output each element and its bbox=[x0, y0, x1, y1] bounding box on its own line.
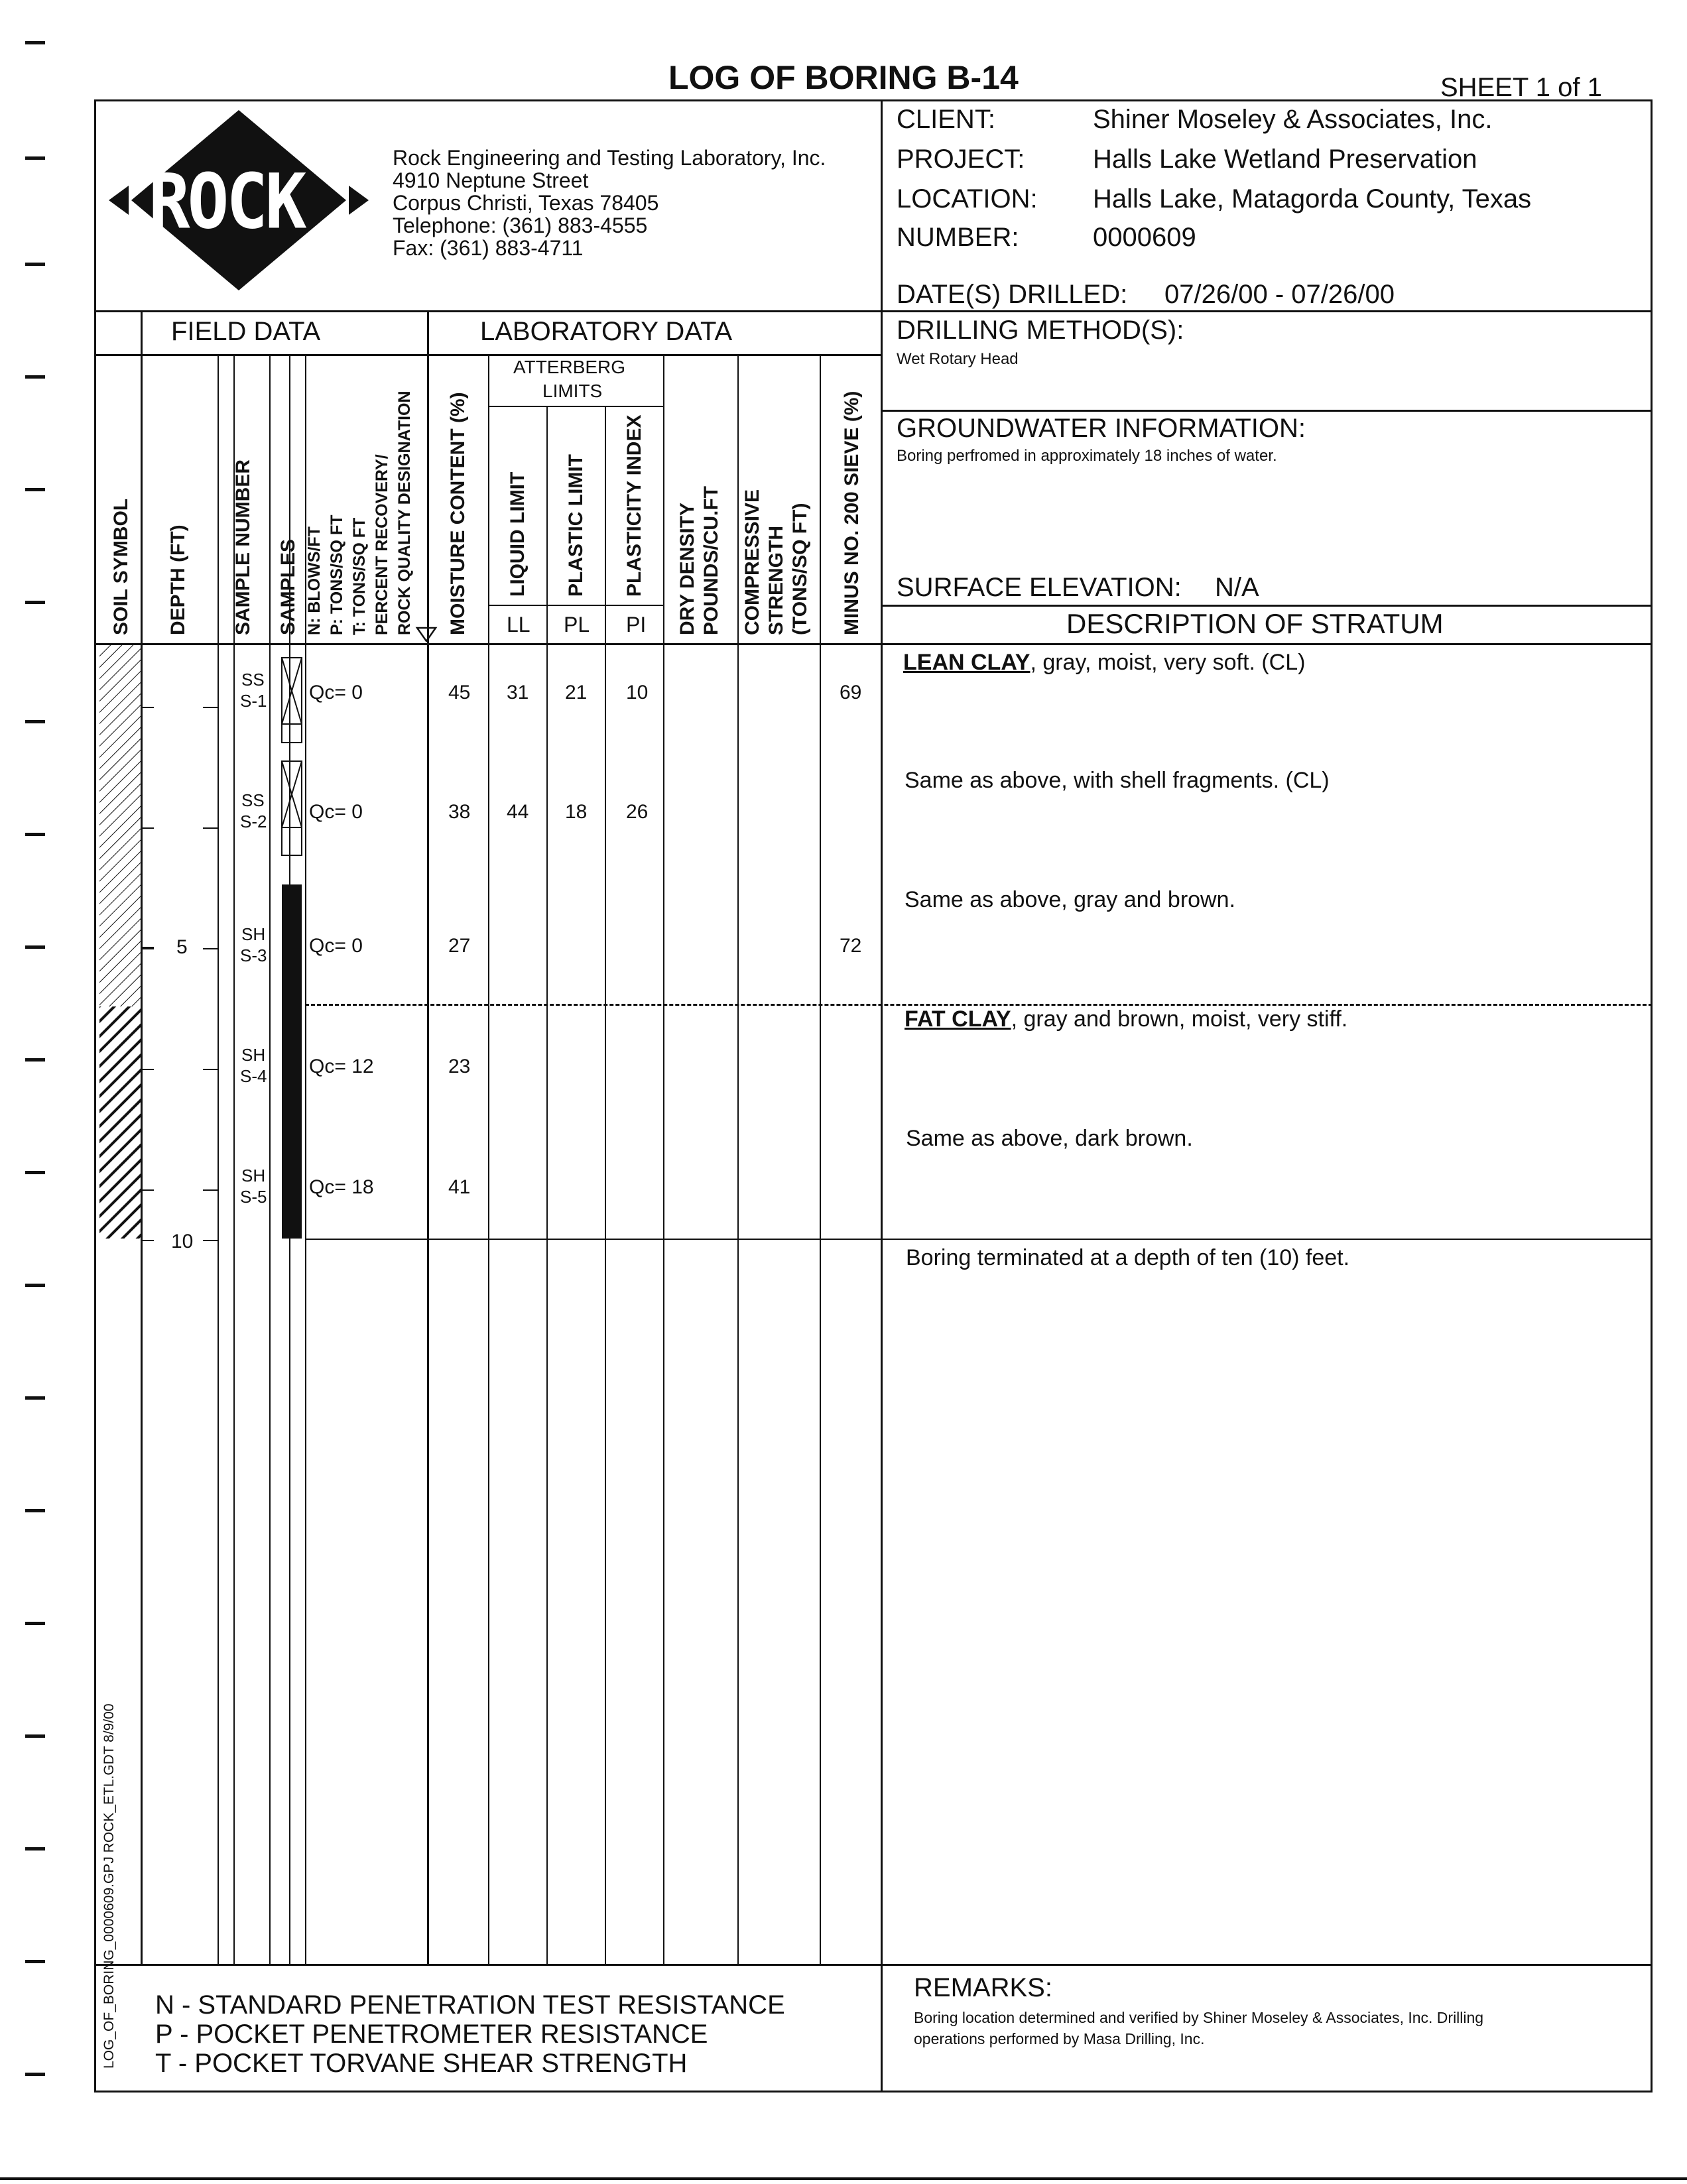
page-title: LOG OF BORING B-14 bbox=[668, 59, 1019, 96]
water-level-icon bbox=[415, 626, 438, 643]
groundwater-info: Boring perfromed in approximately 18 inches of water. bbox=[897, 447, 1277, 465]
surface-elevation: N/A bbox=[1215, 573, 1259, 602]
stratum-fat-clay: FAT CLAY, gray and brown, moist, very stiff. bbox=[905, 1006, 1348, 1032]
stratum-change-line bbox=[305, 1004, 1653, 1006]
page-bottom-line bbox=[0, 2177, 1687, 2180]
project-name: Halls Lake Wetland Preservation bbox=[1093, 145, 1477, 174]
soil-symbol-column bbox=[99, 644, 141, 1240]
file-identifier: LOG_OF_BORING_0000609.GPJ ROCK_ETL.GDT 8/9/00 bbox=[101, 1703, 117, 2069]
depth-label-5: 5 bbox=[176, 936, 188, 958]
description-header: DESCRIPTION OF STRATUM bbox=[1066, 608, 1444, 639]
samples-column bbox=[280, 644, 304, 1240]
sheet-number: SHEET 1 of 1 bbox=[1440, 73, 1602, 102]
client-name: Shiner Moseley & Associates, Inc. bbox=[1093, 105, 1493, 134]
project-number: 0000609 bbox=[1093, 223, 1196, 252]
laboratory-data-header: LABORATORY DATA bbox=[480, 317, 733, 346]
field-data-header: FIELD DATA bbox=[171, 317, 321, 346]
atterberg-header: ATTERBERG bbox=[513, 357, 626, 377]
location: Halls Lake, Matagorda County, Texas bbox=[1093, 184, 1532, 213]
boring-terminated: Boring terminated at a depth of ten (10) feet. bbox=[906, 1245, 1350, 1270]
stratum-lean-clay: LEAN CLAY, gray, moist, very soft. (CL) bbox=[903, 650, 1306, 675]
drilling-method: Wet Rotary Head bbox=[897, 350, 1019, 368]
dates-drilled: 07/26/00 - 07/26/00 bbox=[1164, 280, 1395, 309]
logo-wordmark: ROCK bbox=[149, 156, 304, 247]
depth-label-10: 10 bbox=[171, 1231, 194, 1252]
